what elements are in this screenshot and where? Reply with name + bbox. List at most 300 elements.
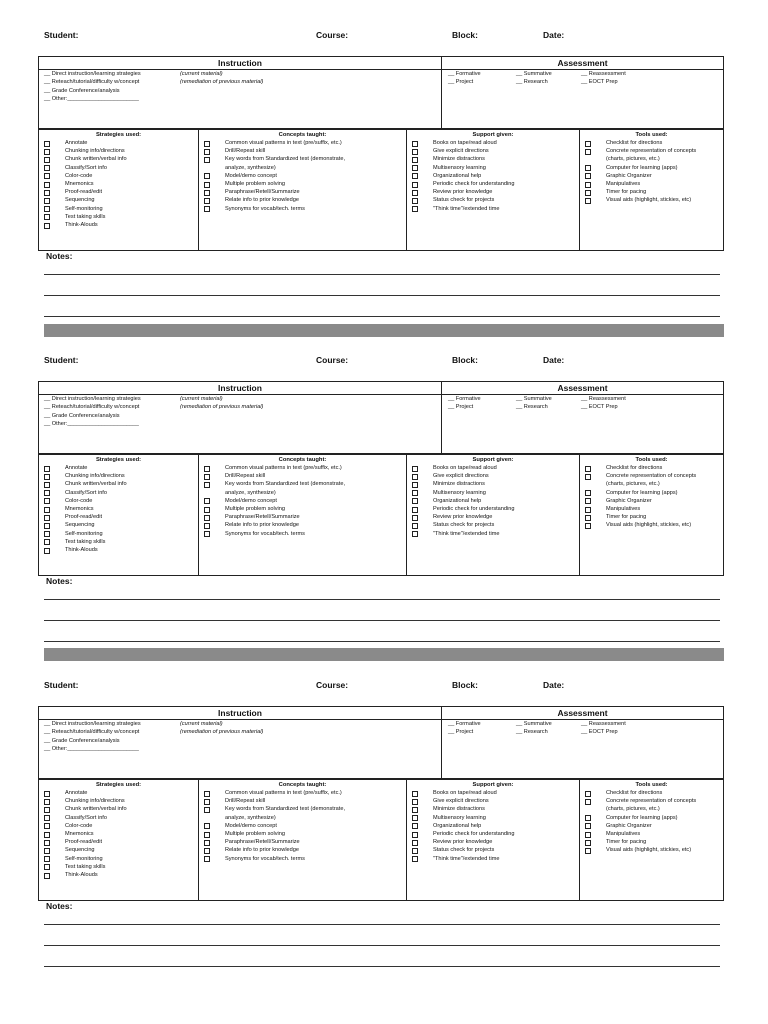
- checklist-item[interactable]: [199, 513, 406, 521]
- checklist-item[interactable]: [580, 147, 723, 155]
- checklist-item[interactable]: [39, 805, 198, 813]
- assessment-option[interactable]: __ Reassessment: [581, 396, 626, 402]
- checklist-item-label: Periodic check for understanding: [433, 181, 515, 188]
- checklist-item-label: Synonyms for vocab/tech. terms: [225, 205, 305, 212]
- checkbox[interactable]: [204, 799, 210, 805]
- checklist-item-label: Graphic Organizer: [606, 172, 652, 179]
- assessment-option[interactable]: __ EOCT Prep: [581, 729, 618, 736]
- checkbox[interactable]: [412, 157, 418, 163]
- checkbox[interactable]: [412, 149, 418, 155]
- checkbox[interactable]: [585, 507, 591, 513]
- checklist-item[interactable]: [407, 505, 579, 513]
- support-column: [407, 780, 580, 900]
- checkbox[interactable]: [44, 791, 50, 797]
- assessment-option[interactable]: __ Formative: [448, 396, 481, 402]
- checkbox[interactable]: [44, 515, 50, 521]
- checklist-item[interactable]: [580, 472, 723, 480]
- assessment-option[interactable]: __ Reassessment: [581, 71, 626, 77]
- checkbox[interactable]: [585, 498, 591, 504]
- checkbox[interactable]: [412, 206, 418, 212]
- checkbox[interactable]: [44, 815, 50, 821]
- checklist-item[interactable]: [39, 464, 198, 472]
- checklist-item[interactable]: [407, 513, 579, 521]
- checkbox[interactable]: [585, 149, 591, 155]
- checklist-item[interactable]: [580, 196, 723, 204]
- checklist-item[interactable]: [39, 188, 198, 196]
- checklist-item[interactable]: [39, 497, 198, 505]
- checklist-item[interactable]: [199, 838, 406, 846]
- checkbox[interactable]: [585, 165, 591, 171]
- checklist-item[interactable]: [580, 164, 723, 172]
- checklist-item[interactable]: [39, 139, 198, 147]
- checkbox[interactable]: [412, 840, 418, 846]
- checkbox[interactable]: [412, 190, 418, 196]
- checklist-item-continuation: [199, 164, 406, 172]
- checkbox[interactable]: [585, 840, 591, 846]
- strategies-title: Strategies used:: [95, 457, 142, 463]
- checklist-item[interactable]: [580, 505, 723, 513]
- checklist-item[interactable]: [39, 164, 198, 172]
- checklist-item-continuation: [580, 480, 723, 488]
- checkbox[interactable]: [204, 482, 210, 488]
- instruction-item[interactable]: __ Other:_______________________: [44, 421, 139, 428]
- checklist-item-label: Model/demo concept: [225, 497, 277, 504]
- checkbox[interactable]: [585, 832, 591, 838]
- checklist-item[interactable]: [407, 530, 579, 538]
- assessment-option[interactable]: __ Summative: [516, 721, 552, 727]
- checkbox[interactable]: [412, 823, 418, 829]
- checklist-item[interactable]: [407, 139, 579, 147]
- checklist-item-label: Key words from Standardized test (demonstrate,: [225, 806, 346, 813]
- checkbox[interactable]: [204, 466, 210, 472]
- checklist-item[interactable]: [580, 830, 723, 838]
- checklist-item-label: Multiple problem solving: [225, 831, 286, 838]
- checklist-item[interactable]: [407, 172, 579, 180]
- instruction-item[interactable]: __ Direct instruction/learning strategies (current material): [44, 721, 223, 727]
- checkbox[interactable]: [44, 474, 50, 480]
- checkbox[interactable]: [585, 791, 591, 797]
- checklist-item[interactable]: [199, 505, 406, 513]
- checklist-item-label: Graphic Organizer: [606, 497, 652, 504]
- checkbox[interactable]: [412, 799, 418, 805]
- date-label: Date:: [543, 30, 565, 40]
- checklist-item[interactable]: [199, 172, 406, 180]
- checkbox[interactable]: [44, 165, 50, 171]
- instruction-item[interactable]: __ Reteach/tutorial/difficulty w/concept (remediation of previous material): [44, 729, 264, 736]
- checkbox[interactable]: [204, 190, 210, 196]
- checkbox[interactable]: [412, 165, 418, 171]
- notes-line[interactable]: [44, 620, 720, 621]
- checklist-item-label: Classify/Sort info: [65, 164, 107, 171]
- checklist-item[interactable]: [39, 205, 198, 213]
- notes-line[interactable]: [44, 641, 720, 642]
- notes-line[interactable]: [44, 295, 720, 296]
- instruction-item[interactable]: __ Direct instruction/learning strategies (current material): [44, 396, 223, 402]
- checklist-item-label: Give explicit directions: [433, 798, 489, 805]
- checkbox[interactable]: [44, 873, 50, 879]
- checkbox[interactable]: [204, 856, 210, 862]
- checkbox[interactable]: [412, 848, 418, 854]
- checkbox[interactable]: [204, 198, 210, 204]
- checklist-item[interactable]: [407, 814, 579, 822]
- checklist-item[interactable]: [39, 180, 198, 188]
- checklist-item[interactable]: [407, 822, 579, 830]
- checklist-item[interactable]: [199, 472, 406, 480]
- checklist-item[interactable]: [199, 797, 406, 805]
- checklist-item[interactable]: [199, 147, 406, 155]
- checklist-item-label: Organizational help: [433, 497, 482, 504]
- checklist-item[interactable]: [39, 797, 198, 805]
- checklist-item[interactable]: [580, 797, 723, 805]
- checkbox[interactable]: [204, 474, 210, 480]
- checklist-item[interactable]: [199, 855, 406, 863]
- checkbox[interactable]: [204, 515, 210, 521]
- checklist-item[interactable]: [39, 480, 198, 488]
- checkbox[interactable]: [412, 531, 418, 537]
- checkbox[interactable]: [44, 141, 50, 147]
- concepts-column: [199, 780, 407, 900]
- checkbox[interactable]: [44, 856, 50, 862]
- checklist-item[interactable]: [580, 497, 723, 505]
- checklist-item[interactable]: [199, 830, 406, 838]
- checklist-item[interactable]: [580, 188, 723, 196]
- checkbox[interactable]: [204, 523, 210, 529]
- checkbox[interactable]: [585, 523, 591, 529]
- assessment-option[interactable]: __ Reassessment: [581, 721, 626, 727]
- checklist-item-label: Think-Alouds: [65, 872, 98, 879]
- checkbox[interactable]: [204, 832, 210, 838]
- checkbox[interactable]: [44, 823, 50, 829]
- checklist-item[interactable]: [580, 464, 723, 472]
- checkbox[interactable]: [412, 815, 418, 821]
- checklist-item[interactable]: [199, 188, 406, 196]
- checklist-item-label: Books on tape/read aloud: [433, 465, 497, 471]
- checklist-item[interactable]: [39, 196, 198, 204]
- checklist-item[interactable]: [407, 155, 579, 163]
- checkbox[interactable]: [585, 848, 591, 854]
- checklist-item-label: Color-code: [65, 497, 93, 504]
- checkbox[interactable]: [44, 807, 50, 813]
- checkbox[interactable]: [44, 832, 50, 838]
- checkbox[interactable]: [412, 482, 418, 488]
- assessment-option[interactable]: __ Summative: [516, 396, 552, 402]
- checklist-item-label: Computer for learning (apps): [606, 489, 678, 496]
- checklist-item[interactable]: [199, 155, 406, 163]
- assessment-option[interactable]: __ Project: [448, 79, 474, 86]
- checkbox[interactable]: [412, 523, 418, 529]
- checkbox[interactable]: [44, 149, 50, 155]
- strategies-title: Strategies used:: [95, 782, 142, 788]
- checklist-item[interactable]: [580, 172, 723, 180]
- checkbox[interactable]: [44, 490, 50, 496]
- checkbox[interactable]: [44, 507, 50, 513]
- notes-line[interactable]: [44, 924, 720, 925]
- checklist-item[interactable]: [407, 521, 579, 529]
- checkbox[interactable]: [412, 182, 418, 188]
- checklist-item-label: Paraphrase/Retell/Summarize: [225, 514, 300, 521]
- checkbox[interactable]: [412, 856, 418, 862]
- checklist-item-label: Common visual patterns in text (pre/suffix, etc.): [225, 140, 342, 146]
- checklist-item[interactable]: [407, 147, 579, 155]
- instruction-item[interactable]: __ Reteach/tutorial/difficulty w/concept (remediation of previous material): [44, 404, 264, 411]
- checklist-item-label: Computer for learning (apps): [606, 814, 678, 821]
- checklist-item[interactable]: [407, 789, 579, 797]
- checklist-item-label: Chunking info/directions: [65, 473, 125, 480]
- instruction-item[interactable]: __ Direct instruction/learning strategies (current material): [44, 71, 223, 77]
- assessment-option[interactable]: __ Research: [516, 729, 548, 736]
- checklist-item[interactable]: [39, 172, 198, 180]
- checkbox[interactable]: [44, 157, 50, 163]
- checkbox[interactable]: [44, 482, 50, 488]
- checkbox[interactable]: [204, 791, 210, 797]
- checkbox[interactable]: [44, 848, 50, 854]
- assessment-option[interactable]: __ EOCT Prep: [581, 404, 618, 411]
- checkbox[interactable]: [204, 807, 210, 813]
- checkbox[interactable]: [204, 173, 210, 179]
- instruction-item[interactable]: __ Grade Conference/analysis: [44, 737, 120, 744]
- checklist-item[interactable]: [407, 797, 579, 805]
- instruction-item[interactable]: __ Grade Conference/analysis: [44, 87, 120, 94]
- checklist-item[interactable]: [39, 538, 198, 546]
- checkbox[interactable]: [44, 531, 50, 537]
- checklist-item[interactable]: [39, 521, 198, 529]
- checklist-item[interactable]: [580, 489, 723, 497]
- checkbox[interactable]: [44, 523, 50, 529]
- checklist-item[interactable]: [580, 513, 723, 521]
- checkbox[interactable]: [204, 840, 210, 846]
- checklist-item[interactable]: [199, 805, 406, 813]
- checklist-item-label: Proof-read/edit: [65, 514, 103, 521]
- checkbox[interactable]: [412, 515, 418, 521]
- checklist-item[interactable]: [407, 830, 579, 838]
- checklist-item[interactable]: [39, 530, 198, 538]
- checklist-item-label: "Think time"/extended time: [433, 205, 500, 212]
- checklist-item[interactable]: [407, 480, 579, 488]
- checklist-item[interactable]: [39, 789, 198, 797]
- checklist-item[interactable]: [39, 822, 198, 830]
- checkbox[interactable]: [204, 507, 210, 513]
- checklist-item[interactable]: [199, 789, 406, 797]
- checklist-item[interactable]: [580, 846, 723, 854]
- checklist-item[interactable]: [407, 196, 579, 204]
- checklist-item-label: Common visual patterns in text (pre/suffix, etc.): [225, 465, 342, 471]
- checkbox[interactable]: [412, 498, 418, 504]
- checklist-item[interactable]: [580, 838, 723, 846]
- checkbox[interactable]: [204, 848, 210, 854]
- checklist-item-label: Manipulatives: [606, 831, 641, 838]
- checklist-item[interactable]: [199, 521, 406, 529]
- notes-line[interactable]: [44, 599, 720, 600]
- checklist-item[interactable]: [407, 497, 579, 505]
- notes-line[interactable]: [44, 966, 720, 967]
- student-label: Student:: [44, 30, 79, 40]
- notes-line[interactable]: [44, 945, 720, 946]
- checklist-item-label: Self-monitoring: [65, 530, 103, 537]
- checklist-item-label: analyze, synthesize): [225, 814, 276, 821]
- checkbox[interactable]: [204, 141, 210, 147]
- checklist-item[interactable]: [199, 139, 406, 147]
- assessment-option[interactable]: __ Research: [516, 79, 548, 86]
- checklist-item-label: Visual aids (highlight, stickies, etc): [606, 197, 692, 204]
- checkbox[interactable]: [44, 173, 50, 179]
- checklist-item[interactable]: [407, 805, 579, 813]
- checklist-item[interactable]: [407, 472, 579, 480]
- checklist-item[interactable]: [199, 530, 406, 538]
- checkbox[interactable]: [44, 206, 50, 212]
- notes-line[interactable]: [44, 274, 720, 275]
- checkbox[interactable]: [412, 791, 418, 797]
- assessment-option[interactable]: __ Project: [448, 404, 474, 411]
- checklist-item[interactable]: [39, 155, 198, 163]
- assessment-option[interactable]: __ EOCT Prep: [581, 79, 618, 86]
- checklist-item[interactable]: [39, 838, 198, 846]
- checkbox[interactable]: [44, 198, 50, 204]
- checklist-item[interactable]: [199, 497, 406, 505]
- checkbox[interactable]: [412, 141, 418, 147]
- checklist-item[interactable]: [199, 180, 406, 188]
- record-section: [38, 680, 724, 980]
- instruction-item[interactable]: __ Reteach/tutorial/difficulty w/concept (remediation of previous material): [44, 79, 264, 86]
- assessment-option[interactable]: __ Research: [516, 404, 548, 411]
- checklist-item[interactable]: [39, 513, 198, 521]
- checkbox[interactable]: [585, 815, 591, 821]
- checkbox[interactable]: [44, 840, 50, 846]
- checkbox[interactable]: [204, 157, 210, 163]
- checkbox[interactable]: [204, 182, 210, 188]
- checkbox[interactable]: [204, 149, 210, 155]
- checklist-item[interactable]: [39, 871, 198, 879]
- checkbox[interactable]: [585, 823, 591, 829]
- checklist-item[interactable]: [407, 489, 579, 497]
- assessment-panel: [442, 382, 723, 453]
- checkbox[interactable]: [412, 198, 418, 204]
- instruction-item[interactable]: __ Other:_______________________: [44, 746, 139, 753]
- checkbox[interactable]: [412, 466, 418, 472]
- checklist-item[interactable]: [39, 830, 198, 838]
- checklist-item[interactable]: [39, 546, 198, 554]
- checklist-item[interactable]: [199, 846, 406, 854]
- checklist-item-label: Multisensory learning: [433, 489, 486, 496]
- checklist-item[interactable]: [39, 489, 198, 497]
- checklist-item-label: Model/demo concept: [225, 172, 277, 179]
- assessment-title: Assessment: [442, 57, 723, 70]
- checkbox[interactable]: [44, 548, 50, 554]
- checkbox[interactable]: [585, 198, 591, 204]
- checklist-item[interactable]: [39, 863, 198, 871]
- checkbox[interactable]: [585, 490, 591, 496]
- checkbox[interactable]: [204, 206, 210, 212]
- instruction-title: Instruction: [39, 382, 441, 395]
- checklist-item[interactable]: [407, 838, 579, 846]
- checklist-item[interactable]: [39, 846, 198, 854]
- checklist-item-label: Organizational help: [433, 172, 482, 179]
- checklist-item[interactable]: [407, 205, 579, 213]
- checklist-item-label: Test taking skills: [65, 863, 106, 870]
- checklist-item[interactable]: [407, 855, 579, 863]
- instruction-item[interactable]: __ Other:_______________________: [44, 96, 139, 103]
- notes-line[interactable]: [44, 316, 720, 317]
- checklist-item[interactable]: [407, 164, 579, 172]
- checklist-item[interactable]: [580, 789, 723, 797]
- checklist-item[interactable]: [39, 505, 198, 513]
- checkbox[interactable]: [44, 498, 50, 504]
- checkbox[interactable]: [585, 182, 591, 188]
- checklist-item[interactable]: [199, 196, 406, 204]
- checkbox[interactable]: [44, 214, 50, 220]
- checklist-item[interactable]: [407, 188, 579, 196]
- checklist-item[interactable]: [407, 464, 579, 472]
- checklist-item[interactable]: [199, 464, 406, 472]
- checkbox[interactable]: [412, 490, 418, 496]
- checklist-item[interactable]: [39, 814, 198, 822]
- assessment-option[interactable]: __ Summative: [516, 71, 552, 77]
- checkbox[interactable]: [204, 498, 210, 504]
- checklist-item-label: Test taking skills: [65, 213, 106, 220]
- checkbox[interactable]: [412, 474, 418, 480]
- checklist-item[interactable]: [39, 147, 198, 155]
- checklist-item[interactable]: [580, 814, 723, 822]
- checkbox[interactable]: [585, 190, 591, 196]
- checkbox[interactable]: [44, 190, 50, 196]
- assessment-option[interactable]: __ Formative: [448, 721, 481, 727]
- student-label: Student:: [44, 680, 79, 690]
- checkbox[interactable]: [412, 173, 418, 179]
- checklist-item[interactable]: [580, 139, 723, 147]
- checklist-item[interactable]: [199, 205, 406, 213]
- checkbox[interactable]: [585, 173, 591, 179]
- checklist-item-label: (charts, pictures, etc.): [606, 481, 660, 488]
- checkbox[interactable]: [204, 823, 210, 829]
- checklist-item[interactable]: [39, 221, 198, 229]
- checkbox[interactable]: [44, 223, 50, 229]
- checkbox[interactable]: [585, 474, 591, 480]
- checklist-item[interactable]: [407, 180, 579, 188]
- checklist-item[interactable]: [580, 180, 723, 188]
- checklist-item[interactable]: [39, 855, 198, 863]
- assessment-option[interactable]: __ Formative: [448, 71, 481, 77]
- checkbox[interactable]: [412, 832, 418, 838]
- checklist-item[interactable]: [580, 822, 723, 830]
- checklist-item[interactable]: [580, 521, 723, 529]
- checkbox[interactable]: [44, 539, 50, 545]
- checkbox[interactable]: [585, 515, 591, 521]
- checkbox[interactable]: [204, 531, 210, 537]
- checkbox[interactable]: [585, 466, 591, 472]
- record-header: [38, 680, 724, 694]
- checkbox[interactable]: [412, 807, 418, 813]
- checklist-item-label: Self-monitoring: [65, 205, 103, 212]
- checklist-item[interactable]: [39, 213, 198, 221]
- checklist-item[interactable]: [199, 480, 406, 488]
- checkbox[interactable]: [44, 799, 50, 805]
- checklist-item[interactable]: [407, 846, 579, 854]
- checklist-item-label: Status check for projects: [433, 522, 495, 529]
- checkbox[interactable]: [585, 799, 591, 805]
- checklist-item-label: Manipulatives: [606, 506, 641, 513]
- checkbox[interactable]: [585, 141, 591, 147]
- checkbox[interactable]: [44, 182, 50, 188]
- checklist-item[interactable]: [39, 472, 198, 480]
- checklist-item-label: Color-code: [65, 822, 93, 829]
- checkbox[interactable]: [412, 507, 418, 513]
- assessment-option[interactable]: __ Project: [448, 729, 474, 736]
- checklist-item-label: Paraphrase/Retell/Summarize: [225, 839, 300, 846]
- checklist-item[interactable]: [199, 822, 406, 830]
- instruction-item[interactable]: __ Grade Conference/analysis: [44, 412, 120, 419]
- checkbox[interactable]: [44, 466, 50, 472]
- checklist-item-label: Think-Alouds: [65, 222, 98, 229]
- checkbox[interactable]: [44, 864, 50, 870]
